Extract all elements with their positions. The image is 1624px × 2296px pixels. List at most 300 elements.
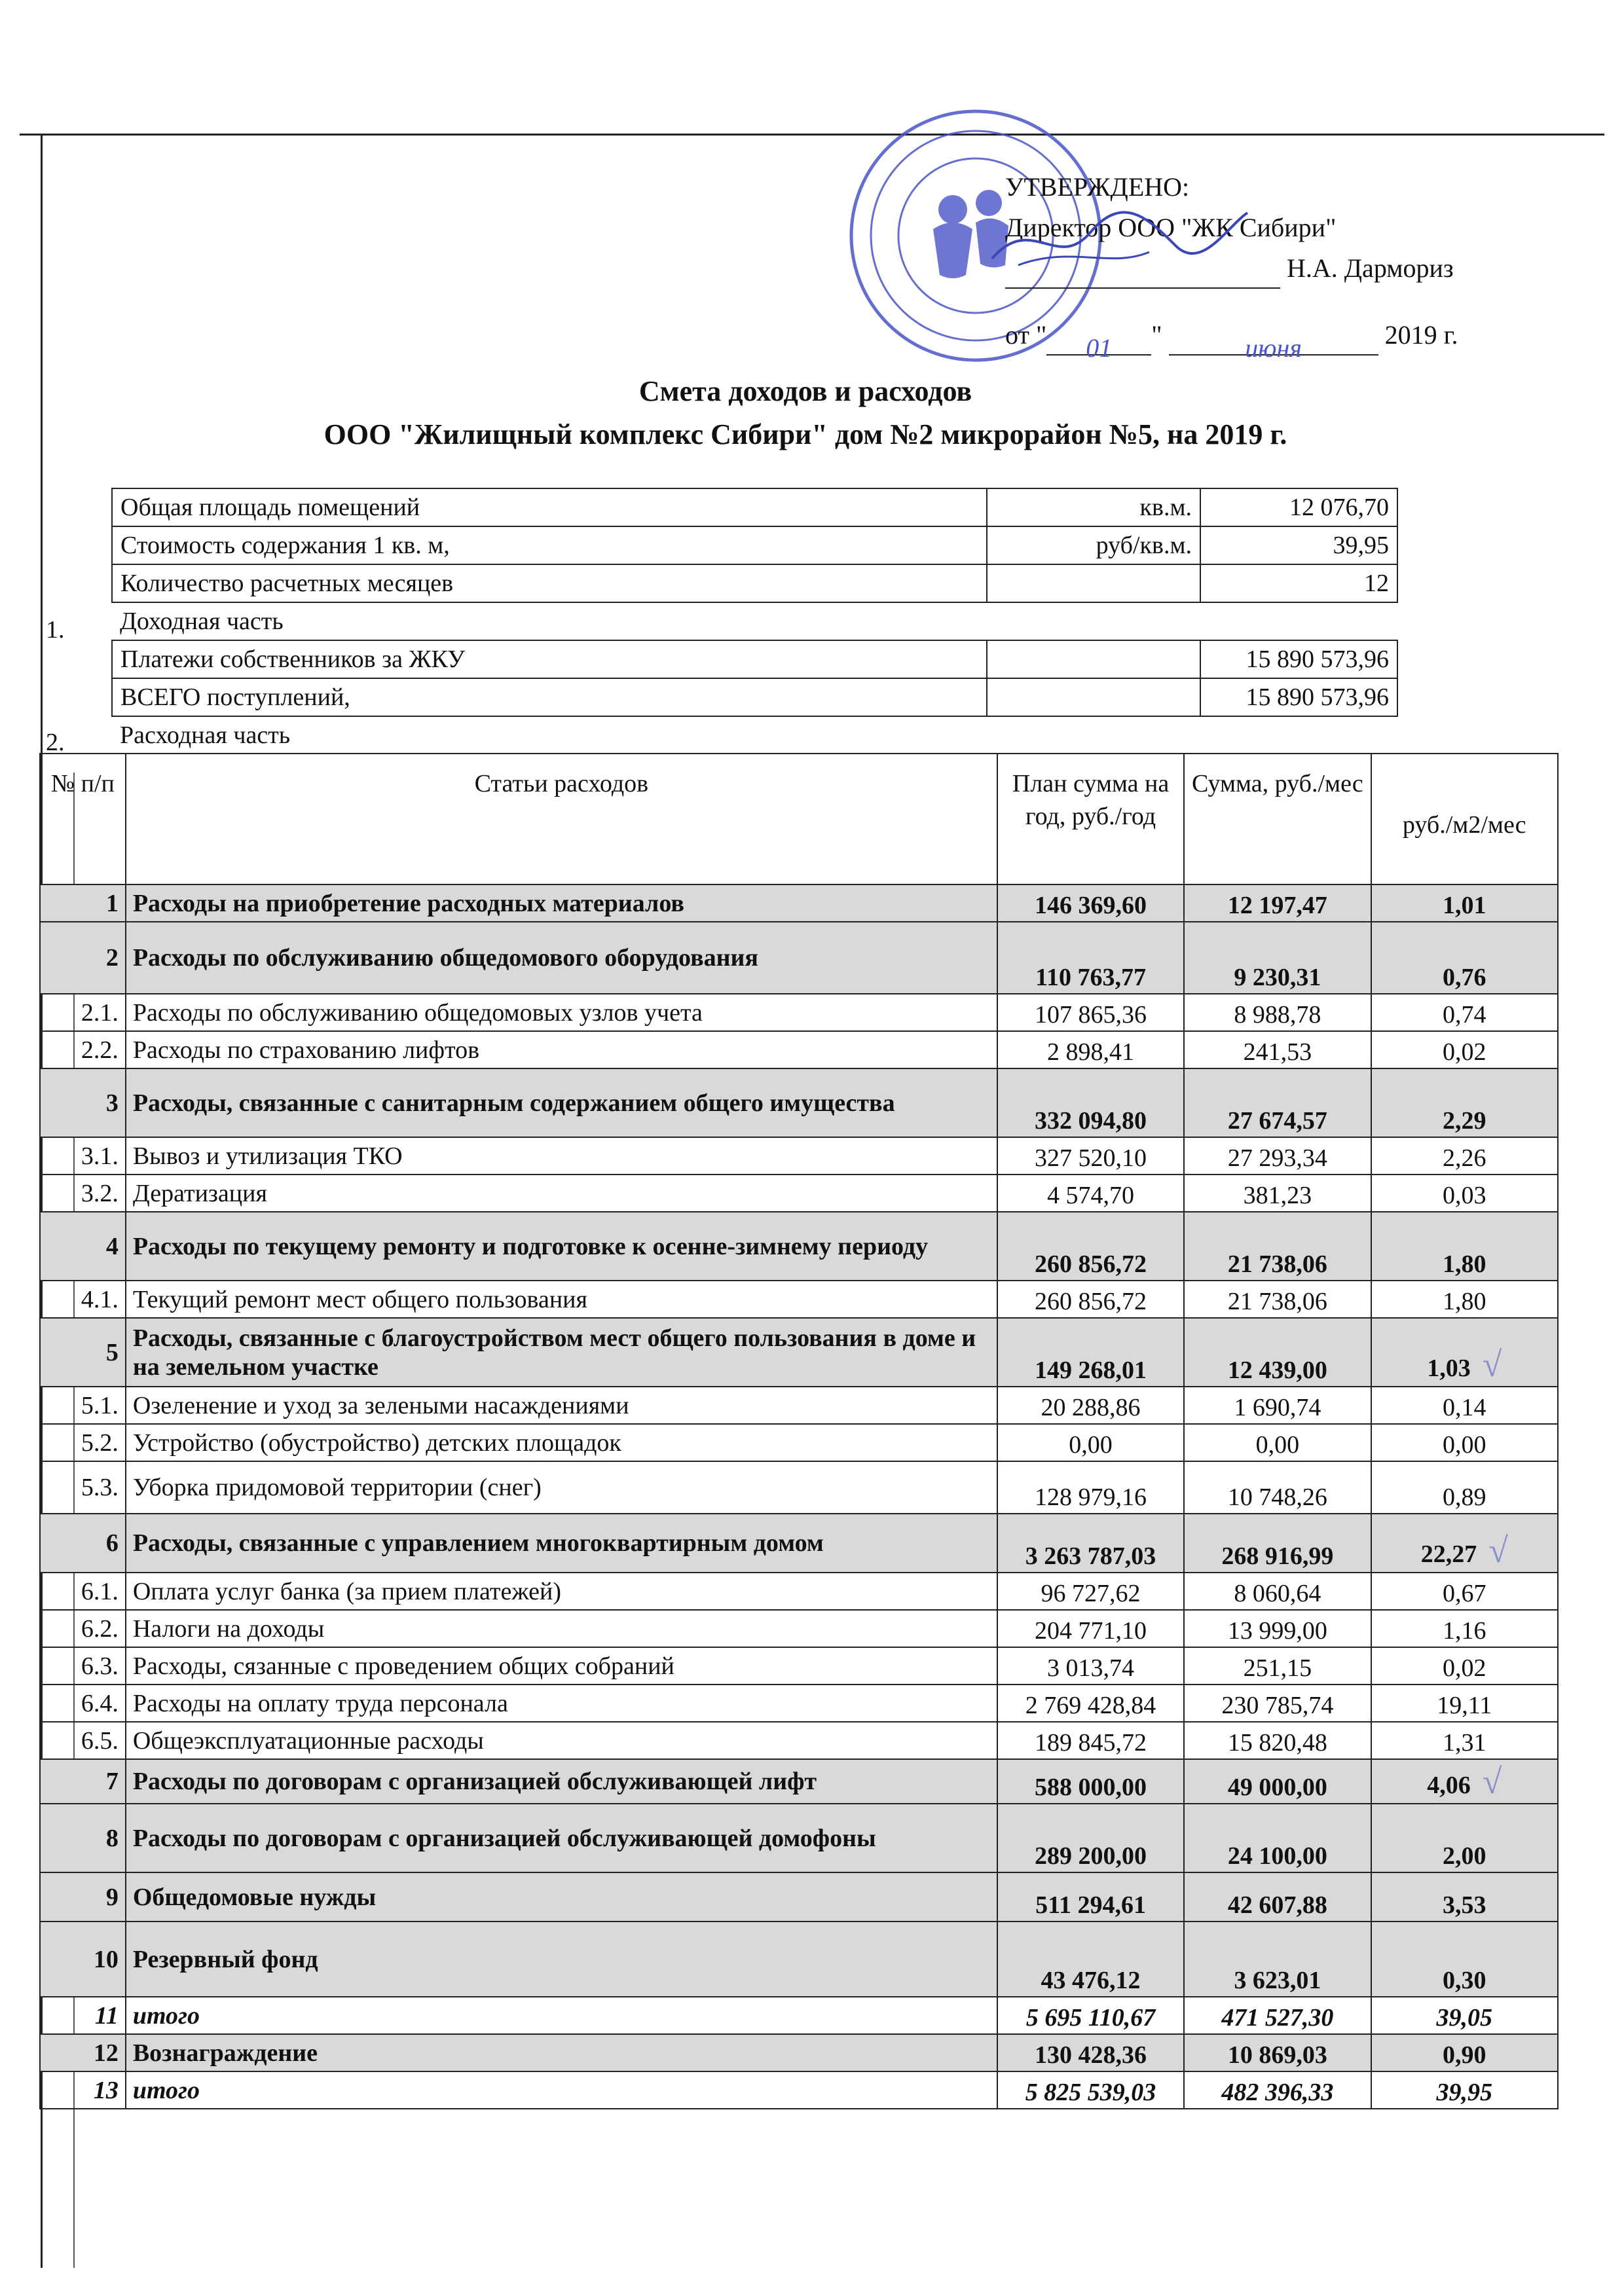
expense-row-month: [1184, 1031, 1371, 1068]
expense-row-name-text: итого: [132, 2076, 200, 2104]
summary-unit: руб/кв.м.: [987, 526, 1200, 564]
expense-row-m2: [1371, 994, 1558, 1031]
expense-row-m2: [1371, 1068, 1558, 1137]
income-name: Платежи собственников за ЖКУ: [112, 640, 987, 678]
summary-table: [111, 488, 1398, 754]
expense-row-name: [126, 1573, 997, 1610]
expense-row-number-text: 12: [93, 2039, 119, 2067]
expense-row-year: [997, 1804, 1184, 1872]
expense-row-year-text: 4 574,70: [1047, 1182, 1135, 1209]
expense-row-number: [40, 1281, 126, 1318]
expense-row: [40, 1031, 1558, 1068]
expense-row-number: [40, 1872, 126, 1922]
expense-row-number: [40, 1514, 126, 1573]
expense-row-month: [1184, 1387, 1371, 1424]
expense-row-name-text: Общеэксплуатационные расходы: [132, 1726, 484, 1755]
expense-row-month-text: 482 396,33: [1221, 2079, 1334, 2106]
expense-row-year-text: 289 200,00: [1035, 1842, 1147, 1870]
expense-row-year-text: 3 013,74: [1047, 1654, 1135, 1682]
expense-row-year: [997, 1872, 1184, 1922]
expense-row: [40, 1461, 1558, 1514]
expense-row-number-text: 5: [105, 1338, 119, 1366]
expense-row: [40, 1068, 1558, 1137]
checkmark: √: [1488, 1531, 1508, 1570]
expense-row: [40, 1318, 1558, 1387]
expense-row-m2-text: 1,80: [1443, 1288, 1486, 1315]
summary-name: Количество расчетных месяцев: [112, 564, 987, 602]
expense-row-year: [997, 1068, 1184, 1137]
expense-row-month-text: 3 623,01: [1234, 1967, 1321, 1994]
expense-row-m2: [1371, 1872, 1558, 1922]
expense-row-name: [126, 2034, 997, 2071]
expense-row-month: [1184, 1212, 1371, 1281]
expense-row-m2-text: 1,80: [1443, 1250, 1486, 1278]
expense-row-year: [997, 1573, 1184, 1610]
expense-row-year-text: 110 763,77: [1035, 964, 1146, 991]
expense-row-name: [126, 1031, 997, 1068]
expense-row-name-text: Расходы, сязанные с проведением общих собраний: [132, 1652, 674, 1680]
expense-row-year-text: 128 979,16: [1035, 1484, 1147, 1511]
expense-row-month-text: 21 738,06: [1227, 1288, 1327, 1315]
expense-row-number-text: 2: [105, 944, 119, 972]
summary-value: 39,95: [1200, 526, 1397, 564]
expense-row-name-text: Оплата услуг банка (за прием платежей): [132, 1577, 561, 1605]
expense-row-year: [997, 1281, 1184, 1318]
expense-row-name-text: Расходы по текущему ремонту и подготовке к осенне-зимнему периоду: [132, 1232, 929, 1260]
header-month: Сумма, руб./мес: [1184, 754, 1371, 884]
expense-row-m2: [1371, 1804, 1558, 1872]
expense-row-name-text: Расходы по обслуживанию общедомовых узлов учета: [132, 998, 703, 1027]
summary-value: 12: [1200, 564, 1397, 602]
date-day: 01: [1046, 328, 1151, 355]
expense-row: [40, 994, 1558, 1031]
expense-row-number: [40, 1685, 126, 1722]
expense-row-m2: [1371, 1685, 1558, 1722]
expense-row: [40, 2034, 1558, 2071]
expense-row: [40, 1647, 1558, 1685]
header-m2: руб./м2/мес: [1371, 754, 1558, 884]
expense-row-name: [126, 1997, 997, 2034]
expense-row-name-text: Расходы, связанные с благоустройством мест общего пользования в доме и на земельном участке: [132, 1324, 976, 1381]
header-year: План сумма на год, руб./год: [997, 754, 1184, 884]
expense-row-month: [1184, 1804, 1371, 1872]
expense-row-year-text: 20 288,86: [1041, 1394, 1141, 1421]
expense-row: [40, 1610, 1558, 1647]
expense-row-m2-text: 0,00: [1443, 1431, 1486, 1459]
expense-row-month: [1184, 922, 1371, 994]
expense-row-name: [126, 1068, 997, 1137]
expense-row-year-text: 107 865,36: [1035, 1001, 1147, 1029]
expense-row-m2: [1371, 1759, 1558, 1804]
expense-row-month-text: 10 748,26: [1227, 1484, 1327, 1511]
expense-row-year: [997, 1759, 1184, 1804]
expense-row-name-text: Вознаграждение: [132, 2039, 318, 2067]
expense-row-m2-text: 0,76: [1443, 964, 1486, 991]
expense-row-month: [1184, 1318, 1371, 1387]
expense-row-year-text: 511 294,61: [1035, 1891, 1146, 1919]
expense-row-month: [1184, 2071, 1371, 2109]
expense-row-m2: [1371, 1922, 1558, 1997]
expense-row-m2: [1371, 1212, 1558, 1281]
expense-row-month: [1184, 1610, 1371, 1647]
expense-row: [40, 1137, 1558, 1175]
expense-row-number: [40, 1997, 126, 2034]
expense-row-number: [40, 1461, 126, 1514]
expense-row-number-text: 6.4.: [81, 1689, 119, 1717]
expense-row-m2-text: 0,03: [1443, 1182, 1486, 1209]
expense-row-m2: [1371, 1137, 1558, 1175]
expense-row-m2-text: 2,26: [1443, 1144, 1486, 1172]
expense-row-number-text: 5.1.: [81, 1391, 119, 1419]
summary-row: [112, 564, 1397, 602]
expense-row-m2: [1371, 1175, 1558, 1212]
expense-row-name-text: Устройство (обустройство) детских площадок: [132, 1429, 621, 1457]
expense-row-number: [40, 922, 126, 994]
expense-table: [39, 753, 1559, 2109]
document-title: [196, 370, 1414, 456]
expense-row-year: [997, 1137, 1184, 1175]
expense-row-name: [126, 1461, 997, 1514]
expense-row-year: [997, 994, 1184, 1031]
expense-row-year-text: 2 898,41: [1047, 1038, 1135, 1066]
expense-row-name-text: Расходы по страхованию лифтов: [132, 1036, 480, 1064]
expense-row-number-text: 6.5.: [81, 1726, 119, 1755]
expense-row-year: [997, 1722, 1184, 1759]
expense-row-year-text: 43 476,12: [1041, 1967, 1141, 1994]
approval-title: УТВЕРЖДЕНО:: [1005, 172, 1190, 202]
expense-row-m2-text: 4,06: [1427, 1772, 1471, 1799]
expense-row-year-text: 2 769 428,84: [1025, 1692, 1156, 1719]
expense-row-month: [1184, 1647, 1371, 1685]
expense-row-month: [1184, 1759, 1371, 1804]
expense-row-year: [997, 1922, 1184, 1997]
expense-row-name-text: итого: [132, 2001, 200, 2030]
expense-row-month-text: 0,00: [1255, 1431, 1300, 1459]
expense-row-name: [126, 1804, 997, 1872]
expense-row-name: [126, 1281, 997, 1318]
income-label: Доходная часть: [120, 608, 284, 635]
expense-label-row: [112, 716, 1397, 754]
expense-row-number-text: 8: [105, 1824, 119, 1852]
expense-row-m2-text: 0,67: [1443, 1580, 1486, 1607]
expense-row-name: [126, 1137, 997, 1175]
expense-row-month-text: 241,53: [1243, 1038, 1312, 1066]
expense-label: Расходная часть: [120, 721, 291, 749]
expense-row-year-text: 149 268,01: [1035, 1357, 1147, 1384]
expense-row-month: [1184, 1685, 1371, 1722]
expense-row-month: [1184, 1922, 1371, 1997]
summary-value: 12 076,70: [1200, 488, 1397, 526]
expense-row-m2-text: 2,29: [1443, 1107, 1486, 1135]
expense-row-name: [126, 922, 997, 994]
expense-row-number-text: 9: [105, 1883, 119, 1911]
expense-row-year: [997, 2071, 1184, 2109]
expense-row-name-text: Общедомовые нужды: [132, 1883, 377, 1911]
expense-row-number: [40, 1318, 126, 1387]
expense-row-m2-text: 1,16: [1443, 1617, 1486, 1645]
expense-row-number: [40, 1610, 126, 1647]
expense-row-m2-text: 2,00: [1443, 1842, 1486, 1870]
expense-row-month-text: 10 869,03: [1227, 2041, 1327, 2069]
expense-row: [40, 1759, 1558, 1804]
expense-row-name: [126, 1514, 997, 1573]
expense-row-number-text: 6: [105, 1529, 119, 1557]
expense-row-name-text: Озеленение и уход за зелеными насаждениями: [132, 1391, 629, 1419]
expense-row-year-text: 3 263 787,03: [1025, 1542, 1156, 1570]
expense-row-number: [40, 1647, 126, 1685]
expense-row: [40, 1573, 1558, 1610]
expense-row-name: [126, 2071, 997, 2109]
income-label-row: [112, 602, 1397, 640]
expense-row: [40, 1922, 1558, 1997]
approval-date-line: [1005, 315, 1458, 363]
expense-row-m2-text: 0,30: [1443, 1967, 1486, 1994]
expense-row-number: [40, 2071, 126, 2109]
title-line-2: ООО "Жилищный комплекс Сибири" дом №2 микрорайон №5, на 2019 г.: [323, 418, 1287, 450]
expense-row-number-text: 1: [105, 889, 119, 917]
date-mid: ": [1151, 320, 1162, 350]
expense-row-month-text: 12 197,47: [1227, 892, 1327, 919]
expense-row-m2: [1371, 1281, 1558, 1318]
expense-row-month: [1184, 1514, 1371, 1573]
expense-row-year: [997, 1685, 1184, 1722]
expense-row-number-text: 11: [94, 2001, 119, 2030]
expense-row-year-text: 96 727,62: [1041, 1580, 1141, 1607]
summary-name: Стоимость содержания 1 кв. м,: [112, 526, 987, 564]
header-num: № п/п: [40, 754, 126, 884]
expense-row-number: [40, 1212, 126, 1281]
expense-row-name-text: Расходы, связанные с санитарным содержанием общего имущества: [132, 1089, 895, 1117]
expense-row-month-text: 27 674,57: [1227, 1107, 1327, 1135]
expense-row-name-text: Расходы по договорам с организацией обслуживающей домофоны: [132, 1824, 876, 1852]
expense-row-number: [40, 1424, 126, 1461]
handwritten-signature: [979, 206, 1254, 278]
expense-row-name: [126, 1922, 997, 1997]
expense-row-m2: [1371, 1722, 1558, 1759]
income-row: [112, 640, 1397, 678]
expense-row-number-text: 6.1.: [81, 1577, 119, 1605]
expense-row-year-text: 0,00: [1069, 1431, 1113, 1459]
expense-row-number: [40, 1068, 126, 1137]
expense-row: [40, 1685, 1558, 1722]
expense-row-year: [997, 1997, 1184, 2034]
expense-row-year: [997, 1212, 1184, 1281]
expense-row-number: [40, 884, 126, 922]
income-row: [112, 678, 1397, 716]
expense-row-number-text: 2.1.: [81, 998, 119, 1027]
expense-row-name-text: Уборка придомовой территории (снег): [132, 1474, 542, 1501]
expense-row-year-text: 130 428,36: [1035, 2041, 1147, 2069]
expense-row-month: [1184, 1722, 1371, 1759]
approval-director: Директор ООО "ЖК Сибири": [1005, 213, 1337, 242]
expense-row-year: [997, 1461, 1184, 1514]
date-year: 2019 г.: [1384, 320, 1458, 350]
expense-row-month: [1184, 1175, 1371, 1212]
expense-row-name-text: Расходы на оплату труда персонала: [132, 1689, 508, 1717]
expense-row-m2-text: 0,90: [1443, 2041, 1486, 2069]
expense-row-number-text: 2.2.: [81, 1036, 119, 1064]
expense-row-name: [126, 884, 997, 922]
title-line-1: Смета доходов и расходов: [638, 375, 972, 407]
expense-row-name-text: Расходы по обслуживанию общедомового оборудования: [132, 944, 758, 972]
expense-row-m2: [1371, 1461, 1558, 1514]
expense-row-year-text: 204 771,10: [1035, 1617, 1147, 1645]
expense-row-month-text: 12 439,00: [1227, 1357, 1327, 1384]
expense-row: [40, 1722, 1558, 1759]
expense-row-name: [126, 994, 997, 1031]
approval-block: [1005, 167, 1458, 363]
expense-row-name: [126, 1722, 997, 1759]
expense-row-number: [40, 1759, 126, 1804]
expense-row-year: [997, 2034, 1184, 2071]
expense-row-number: [40, 994, 126, 1031]
expense-row: [40, 922, 1558, 994]
expense-row-month: [1184, 884, 1371, 922]
page-top-rule: [20, 134, 1604, 136]
income-number: 1.: [46, 616, 65, 644]
expense-row-number-text: 6.3.: [81, 1652, 119, 1680]
expense-row-m2-text: 0,74: [1443, 1001, 1486, 1029]
expense-row-month-text: 1 690,74: [1234, 1394, 1321, 1421]
expense-row-number-text: 5.3.: [81, 1474, 119, 1501]
summary-unit: кв.м.: [987, 488, 1200, 526]
date-month: июня: [1169, 328, 1378, 355]
expense-row: [40, 1872, 1558, 1922]
expense-row-month: [1184, 994, 1371, 1031]
expense-row-year: [997, 884, 1184, 922]
expense-row-m2: [1371, 1573, 1558, 1610]
expense-row-name-text: Налоги на доходы: [132, 1614, 325, 1643]
expense-row-name-text: Вывоз и утилизация ТКО: [132, 1142, 403, 1170]
expense-row-year: [997, 1175, 1184, 1212]
expense-row-m2: [1371, 922, 1558, 994]
expense-row-name: [126, 1872, 997, 1922]
expense-row-m2: [1371, 1610, 1558, 1647]
expense-row-m2-text: 0,02: [1443, 1654, 1486, 1682]
expense-row: [40, 884, 1558, 922]
expense-row-name-text: Текущий ремонт мест общего пользования: [132, 1285, 587, 1313]
expense-row-name: [126, 1610, 997, 1647]
expense-row-m2-text: 39,95: [1436, 2079, 1493, 2106]
expense-row-name: [126, 1212, 997, 1281]
expense-row: [40, 1175, 1558, 1212]
expense-row-m2: [1371, 1424, 1558, 1461]
expense-row-month-text: 268 916,99: [1221, 1542, 1334, 1570]
expense-row-month-text: 49 000,00: [1227, 1774, 1327, 1801]
expense-row-m2: [1371, 1514, 1558, 1573]
expense-row-m2-text: 1,31: [1443, 1729, 1486, 1757]
expense-row-name: [126, 1387, 997, 1424]
expense-row-name-text: Расходы по договорам с организацией обслуживающей лифт: [132, 1768, 817, 1795]
expense-row: [40, 2071, 1558, 2109]
expense-row-number-text: 4.1.: [81, 1285, 119, 1313]
expense-row: [40, 1212, 1558, 1281]
expense-row-m2-text: 1,03: [1427, 1355, 1471, 1382]
expense-row-m2: [1371, 2034, 1558, 2071]
expense-row-m2-text: 39,05: [1436, 2004, 1493, 2032]
expense-row-number-text: 4: [105, 1232, 119, 1260]
expense-row-number: [40, 1175, 126, 1212]
expense-row-m2-text: 22,27: [1420, 1540, 1477, 1568]
expense-row-m2: [1371, 1387, 1558, 1424]
expense-row: [40, 1424, 1558, 1461]
expense-row-number-text: 3.1.: [81, 1142, 119, 1170]
expense-row-year-text: 588 000,00: [1035, 1774, 1147, 1801]
expense-row-year-text: 189 845,72: [1035, 1729, 1147, 1757]
expense-row-month-text: 230 785,74: [1221, 1692, 1334, 1719]
expense-row-month-text: 8 988,78: [1234, 1001, 1321, 1029]
date-prefix: от ": [1005, 320, 1047, 350]
expense-row-month-text: 21 738,06: [1227, 1250, 1327, 1278]
expense-row-number: [40, 1722, 126, 1759]
expense-row-m2-text: 1,01: [1443, 892, 1486, 919]
expense-row-year-text: 260 856,72: [1035, 1288, 1147, 1315]
header-name: Статьи расходов: [126, 754, 997, 884]
expense-row-m2-text: 0,89: [1443, 1484, 1486, 1511]
expense-row-month-text: 251,15: [1243, 1654, 1312, 1682]
expense-row-year-text: 332 094,80: [1035, 1107, 1147, 1135]
expense-row-year: [997, 1387, 1184, 1424]
expense-row-year: [997, 1318, 1184, 1387]
expense-row-number-text: 3.2.: [81, 1179, 119, 1207]
expense-row-month-text: 471 527,30: [1221, 2004, 1334, 2032]
expense-row-year-text: 327 520,10: [1035, 1144, 1147, 1172]
expense-row-year: [997, 1031, 1184, 1068]
expense-row-year: [997, 922, 1184, 994]
expense-row-month: [1184, 1573, 1371, 1610]
expense-row-month-text: 381,23: [1243, 1182, 1312, 1209]
expense-row-number-text: 13: [93, 2076, 119, 2104]
expense-row-m2: [1371, 1647, 1558, 1685]
expense-header-row: [40, 754, 1558, 884]
expense-row-number: [40, 1922, 126, 1997]
expense-row-m2-text: 3,53: [1443, 1891, 1486, 1919]
expense-row-m2: [1371, 884, 1558, 922]
expense-row-year-text: 5 825 539,03: [1025, 2079, 1156, 2106]
expense-row-number-text: 7: [105, 1768, 119, 1795]
expense-number: 2.: [46, 729, 65, 756]
expense-row-month: [1184, 2034, 1371, 2071]
expense-row-name-text: Резервный фонд: [132, 1945, 318, 1973]
expense-row-month-text: 15 820,48: [1227, 1729, 1327, 1757]
expense-row-name: [126, 1318, 997, 1387]
summary-row: [112, 488, 1397, 526]
expense-row-m2-text: 0,14: [1443, 1394, 1486, 1421]
expense-row-month: [1184, 1068, 1371, 1137]
expense-row-year-text: 146 369,60: [1035, 892, 1147, 919]
expense-row-name: [126, 1647, 997, 1685]
checkmark: √: [1482, 1762, 1502, 1801]
expense-row: [40, 1387, 1558, 1424]
expense-row: [40, 1804, 1558, 1872]
expense-row-number: [40, 2034, 126, 2071]
expense-row-m2-text: 19,11: [1437, 1692, 1492, 1719]
expense-row-month: [1184, 1872, 1371, 1922]
expense-row-month-text: 13 999,00: [1227, 1617, 1327, 1645]
expense-row-month: [1184, 1461, 1371, 1514]
expense-row-m2: [1371, 1997, 1558, 2034]
expense-row-name-text: Расходы на приобретение расходных материалов: [132, 889, 684, 917]
expense-row-number-text: 6.2.: [81, 1614, 119, 1643]
expense-row-month-text: 27 293,34: [1227, 1144, 1327, 1172]
expense-row-name: [126, 1175, 997, 1212]
expense-row-m2: [1371, 1031, 1558, 1068]
expense-row-month: [1184, 1997, 1371, 2034]
expense-row-name-text: Расходы, связанные с управлением многоквартирным домом: [132, 1529, 824, 1557]
expense-row-number: [40, 1031, 126, 1068]
expense-row-year: [997, 1424, 1184, 1461]
expense-row-number: [40, 1137, 126, 1175]
